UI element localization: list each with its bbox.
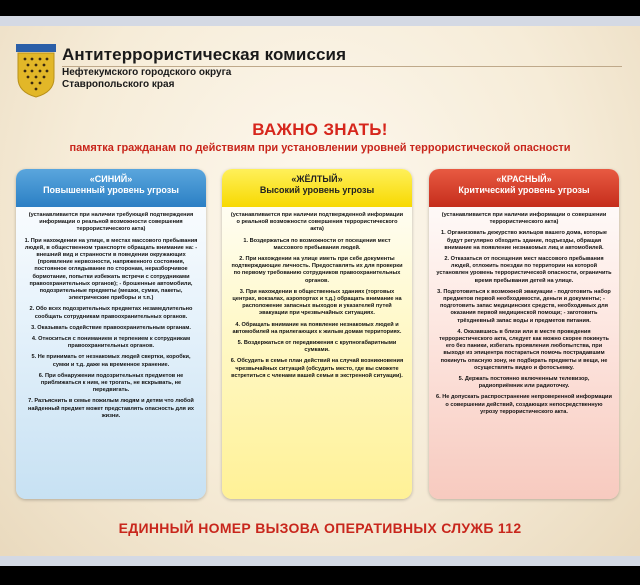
- instruction-item: 3. Подготовиться к возможной эвакуации - подготовить набор предметов первой необходимости, деньги и документы; - подготовить запас медицинских средств, необходимых для оказания первой медицинской помощи; - заготовить трёхдневный запас воды и предметов питания.: [437, 288, 611, 324]
- instruction-item: 1. Воздержаться по возможности от посещения мест массового пребывания людей.: [243, 237, 391, 251]
- district-name: Нефтекумского городского округа: [62, 67, 232, 78]
- level-label: Высокий уровень угрозы: [259, 185, 375, 195]
- instruction-item: 3. Оказывать содействие правоохранительным органам.: [31, 324, 191, 331]
- page-subtitle: памятка гражданам по действиям при установлении уровней террористической опасности: [69, 142, 571, 154]
- level-name: «ЖЁЛТЫЙ»: [291, 174, 343, 184]
- commission-title: Антитеррористическая комиссия: [62, 45, 347, 64]
- level-header-blue: [16, 169, 206, 207]
- instruction-item: 4. Оказавшись в близи или в месте проведения террористического акта, следует как можно скорее покинуть его без паники, избегать проявления любопытства, при выходе из эпицентра постараться помочь пострадавшим покинуть опасную зону, не подбирать предметы и вещи, не осуществлять видео и фотосъемку.: [439, 328, 609, 371]
- region-name: Ставропольского края: [62, 79, 175, 90]
- top-stripe: [0, 16, 640, 26]
- page-title: ВАЖНО ЗНАТЬ!: [252, 120, 388, 139]
- instruction-item: 4. Относиться с пониманием и терпением к сотрудникам правоохранительных органов.: [31, 336, 191, 350]
- instruction-item: 2. Отказаться от посещения мест массового пребывания людей, отложить поездки по территории на которой установлен уровень террористической опасности, ограничить время пребывания детей на улице.: [436, 256, 612, 284]
- instruction-item: (устанавливается при наличии информации о совершении террористического акта): [441, 212, 607, 226]
- instruction-item: 5. Не принимать от незнакомых людей свертки, коробки, сумки и т.д. даже на временное хранение.: [31, 354, 191, 368]
- instruction-item: 6. Не допускать распространение непроверенной информации о совершении действий, создающих непосредственную угрозу террористического акта.: [436, 394, 612, 415]
- instruction-item: 3. При нахождении в общественных зданиях (торговых центрах, вокзалах, аэропортах и т.д.) обращать внимание на расположение запасных выходов и указателей путей эвакуации при чрезвычайных ситуациях.: [232, 288, 402, 317]
- instruction-item: 5. Держать постоянно включенным телевизор, радиоприёмник или радиоточку.: [458, 376, 590, 390]
- instruction-item: 7. Разъяснить в семье пожилым людям и детям что любой найденный предмет может представлять опасность для их жизни.: [28, 398, 194, 419]
- level-card-yellow: [222, 169, 412, 499]
- instruction-item: 6. При обнаружении подозрительных предметов не приближаться к ним, не трогать, не вскрывать, не передвигать.: [38, 372, 184, 394]
- instruction-item: 2. При нахождении на улице иметь при себе документы подтверждающие личность. Предоставлять их для проверки по первому требованию сотрудников правоохранительных органов.: [231, 256, 403, 284]
- instruction-item: 2. Обо всех подозрительных предметах незамедлительно сообщать сотрудникам правоохранительных органов.: [29, 306, 193, 320]
- level-label: Критический уровень угрозы: [458, 185, 590, 195]
- level-name: «СИНИЙ»: [89, 174, 133, 184]
- instruction-item: (устанавливается при наличии подтвержденной информации о реальной возможности совершения террористического акта): [230, 212, 404, 233]
- header-block: [62, 45, 346, 90]
- instruction-item: 6. Обсудить в семье план действий на случай возникновения чрезвычайных ситуаций (обсудить место, где вы сможете встретиться с членами вашей семьи в экстренной ситуации).: [230, 358, 404, 379]
- header-divider: [62, 66, 622, 67]
- level-header-red: [429, 169, 619, 207]
- level-instructions-yellow: [222, 207, 412, 380]
- bottom-stripe: [0, 556, 640, 566]
- level-name: «КРАСНЫЙ»: [496, 174, 552, 184]
- level-header-yellow: [222, 169, 412, 207]
- instruction-item: 1. Организовать дежурство жильцов вашего дома, которые будут регулярно обходить здание, подъезды, обращая внимание на появление незнакомых лиц и автомобилей.: [441, 230, 607, 251]
- coat-of-arms-icon: [16, 44, 56, 98]
- instruction-item: 1. При нахождении на улице, в местах массового пребывания людей, в общественном транспорте обращать внимание на: - внешний вид и странности в поведении окружающих (проявление нервозности, напряженного состояния, постоянное оглядывание по сторонам, неразборчивое бормотание, попытки избежать встречи с сотрудниками правоохранительных органов); - брошенные автомобили, подозрительные предметы (мешки, сумки, пакеты, электрические приборы и т.п.): [24, 237, 198, 302]
- level-card-blue: [16, 169, 206, 499]
- level-instructions-red: [429, 207, 619, 416]
- instruction-item: 4. Обращать внимание на появление незнакомых людей и автомобилей на прилегающих к жилым домам территориях.: [232, 321, 402, 335]
- emergency-number-banner: ЕДИННЫЙ НОМЕР ВЫЗОВА ОПЕРАТИВНЫХ СЛУЖБ 112: [118, 520, 522, 536]
- instruction-item: (устанавливается при наличии требующей подтверждения информации о реальной возможности совершения террористического акта): [28, 212, 194, 233]
- instruction-item: 5. Воздержаться от передвижения с крупногабаритными сумками.: [237, 340, 397, 354]
- level-card-red: [429, 169, 619, 499]
- poster: [0, 16, 640, 566]
- level-label: Повышенный уровень угрозы: [43, 185, 179, 195]
- level-instructions-blue: [16, 207, 206, 420]
